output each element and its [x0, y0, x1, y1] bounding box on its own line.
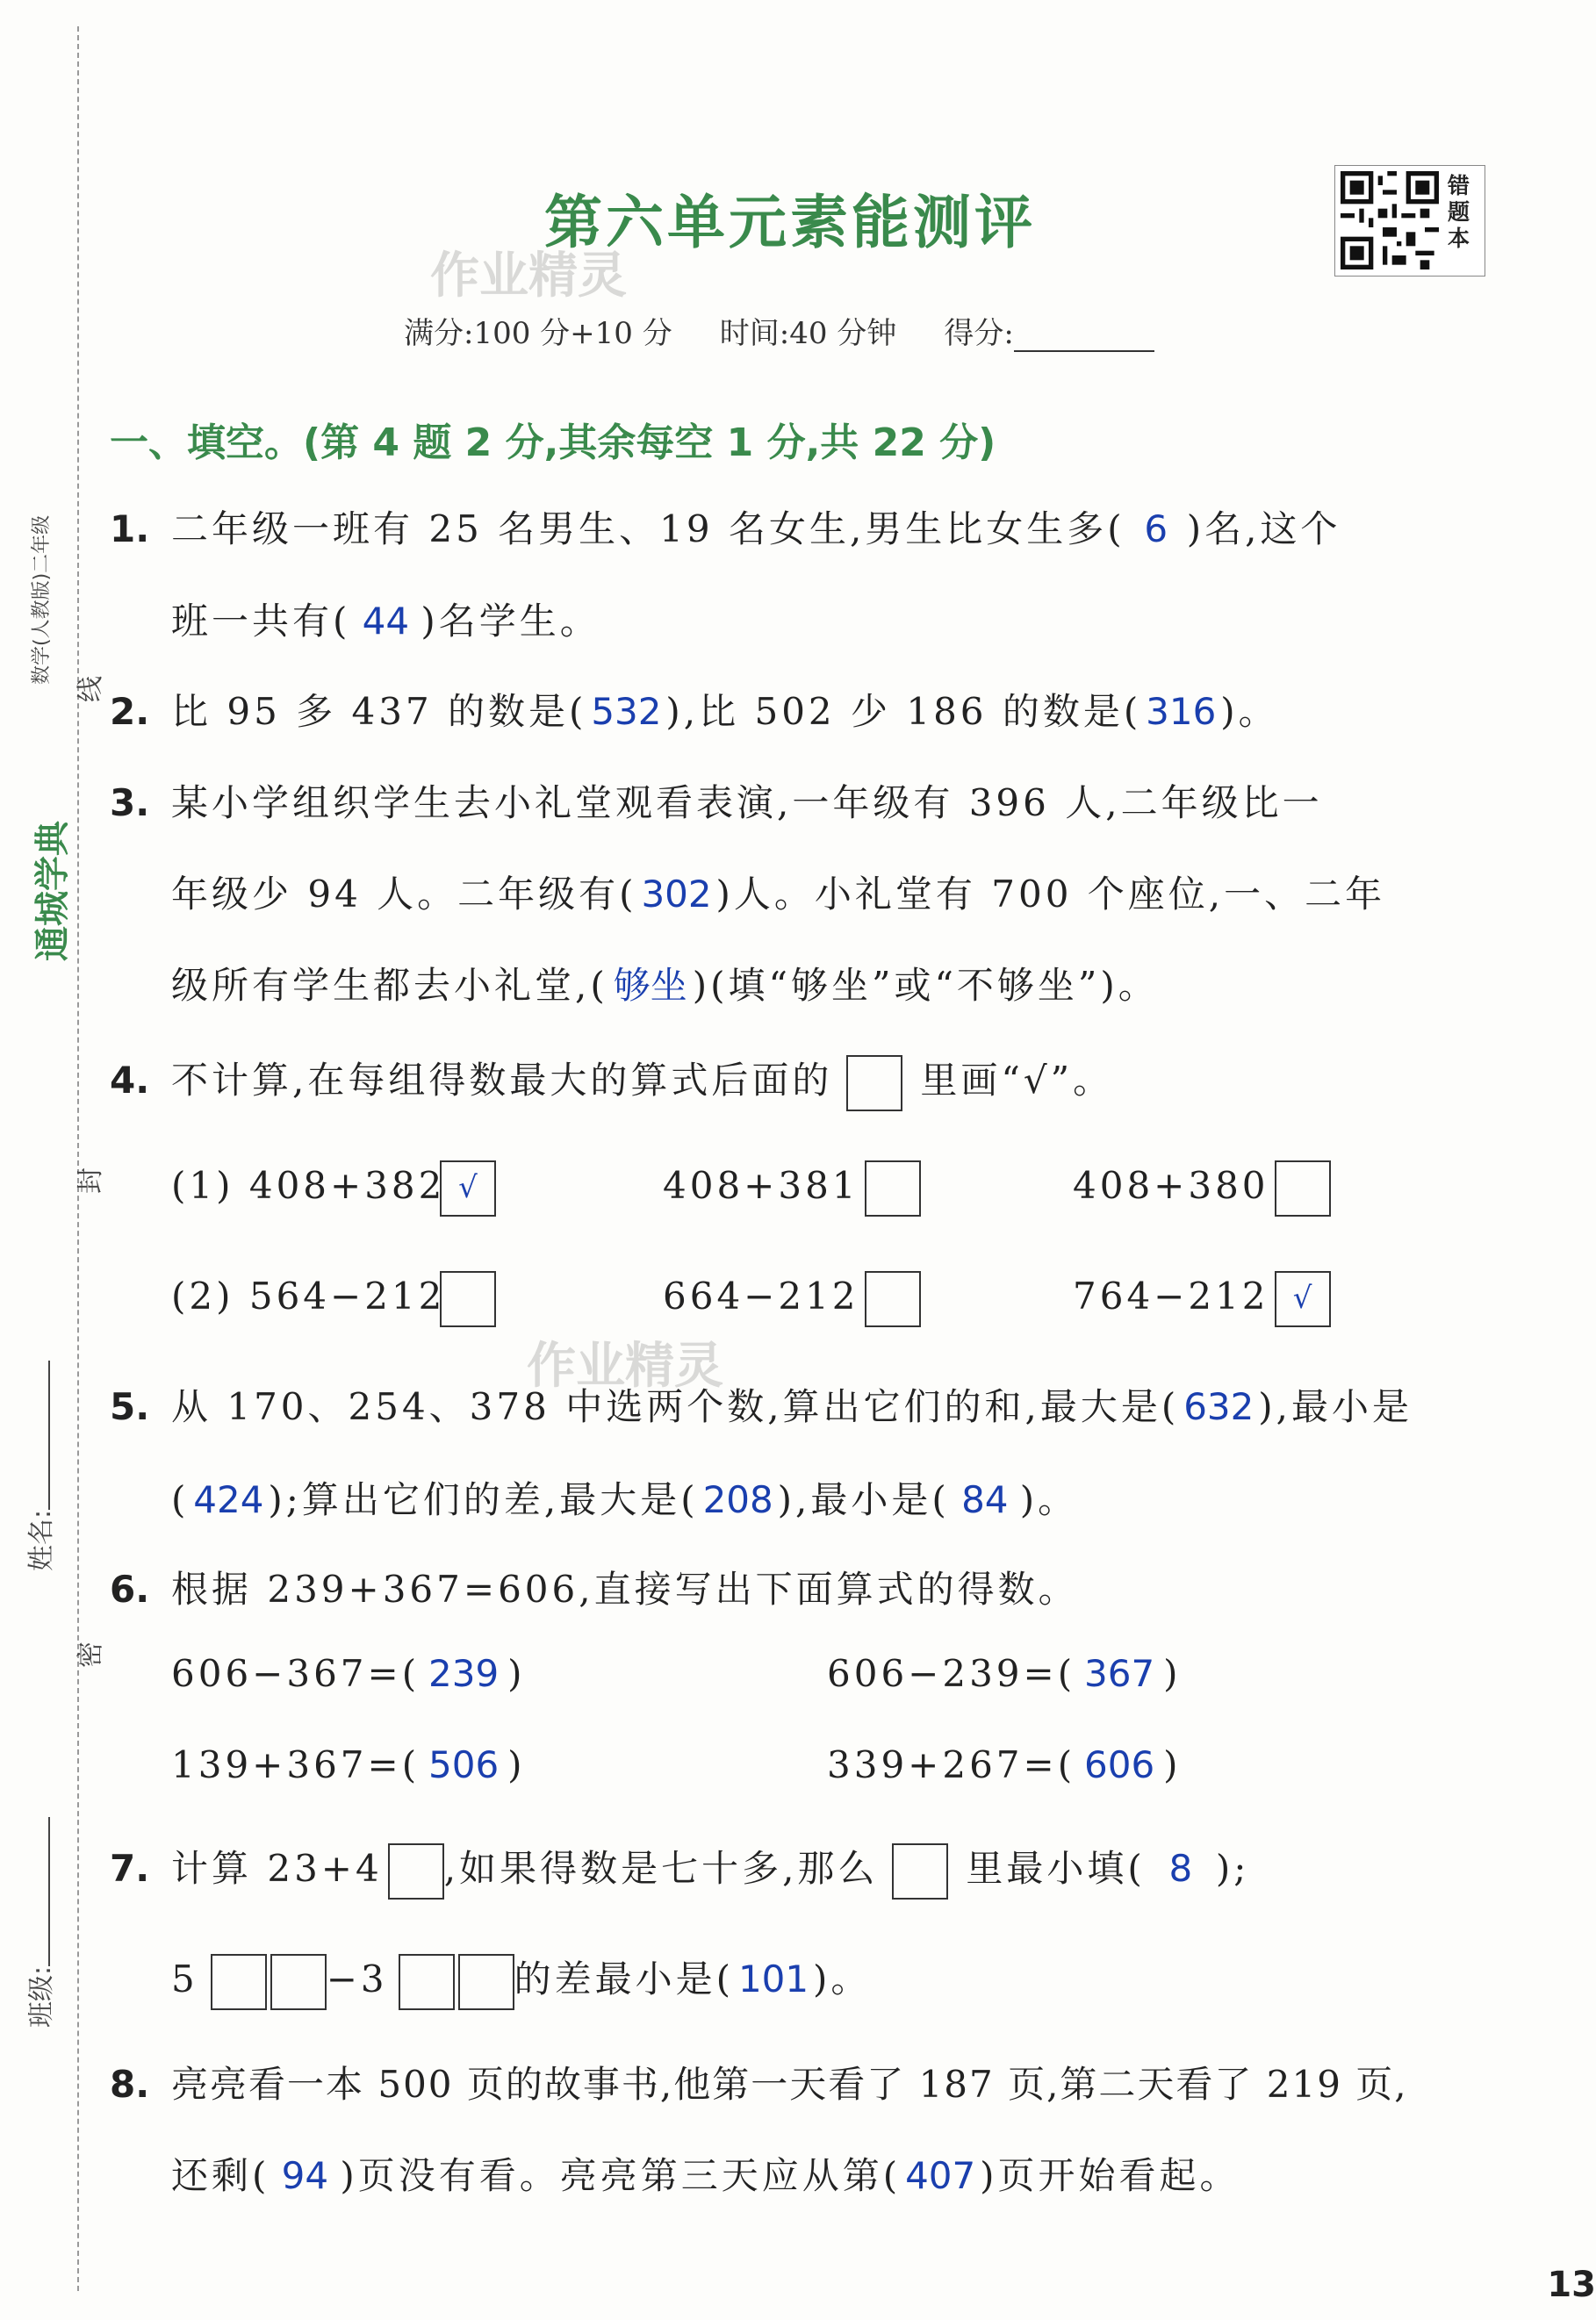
q4-number: 4.: [110, 1059, 150, 1102]
q4-row2-expr2: 664−212: [663, 1271, 921, 1327]
q4-row1: (1) 408+382 √: [171, 1160, 496, 1217]
q6-result4[interactable]: 606: [1084, 1743, 1155, 1786]
q3-line1: 3. 某小学组织学生去小礼堂观看表演,一年级有 396 人,二年级比一: [110, 781, 1323, 824]
q3-line2: 年级少 94 人。二年级有( 302 )人。小礼堂有 700 个座位,一、二年: [171, 873, 1386, 916]
q4-row2: (2) 564−212: [171, 1271, 496, 1327]
q4-row1-box1[interactable]: √: [440, 1160, 496, 1217]
q1-answer2[interactable]: 44: [362, 600, 410, 643]
qr-code-box[interactable]: [1334, 165, 1485, 277]
q8-answer2[interactable]: 407: [905, 2154, 976, 2197]
binding-dashed-line: [77, 26, 79, 2291]
q5-answer2[interactable]: 424: [193, 1478, 264, 1521]
q2-line: 2. 比 95 多 437 的数是( 532 ),比 502 少 186 的数是( 316 )。: [110, 690, 1279, 733]
page-number: 13: [1547, 2265, 1596, 2305]
q1-line2: 班一共有( 44 )名学生。: [171, 600, 600, 643]
q6-line: 6. 根据 239+367=606,直接写出下面算式的得数。: [110, 1568, 1079, 1611]
q5-line1: 5. 从 170、254、378 中选两个数,算出它们的和,最大是( 632 ),最小是: [110, 1385, 1413, 1428]
q1-line1: 1. 二年级一班有 25 名男生、19 名女生,男生比女生多( 6 )名,这个: [110, 507, 1341, 550]
q4-row1-box3[interactable]: [1275, 1160, 1331, 1217]
score-label: 得分:: [944, 316, 1014, 351]
q7-box3[interactable]: [211, 1954, 267, 2010]
q3-answer1[interactable]: 302: [641, 873, 712, 916]
q7-box1[interactable]: [388, 1843, 444, 1900]
q6-eq1: 606−367=( 239 ): [171, 1652, 526, 1695]
q5-line2: ( 424 );算出它们的差,最大是( 208 ),最小是( 84 )。: [171, 1478, 1079, 1521]
q2-answer2[interactable]: 316: [1146, 690, 1217, 733]
q3-line3: 级所有学生都去小礼堂,( 够坐 )(填“够坐”或“不够坐”)。: [171, 957, 1159, 1009]
watermark: 作业精灵: [430, 248, 627, 305]
watermark-2: 作业精灵: [527, 1338, 723, 1395]
score-info: [404, 309, 1154, 352]
q5-answer4[interactable]: 84: [961, 1478, 1009, 1521]
q8-answer1[interactable]: 94: [281, 2154, 329, 2197]
q4-row2-box1[interactable]: [440, 1271, 496, 1327]
q8-line1: 8. 亮亮看一本 500 页的故事书,他第一天看了 187 页,第二天看了 219 页,: [110, 2063, 1408, 2106]
q3-number: 3.: [110, 781, 150, 824]
q7-answer2[interactable]: 101: [737, 1957, 809, 2000]
q6-result3[interactable]: 506: [428, 1743, 500, 1786]
q4-example-box: [846, 1055, 902, 1111]
page-title: 第六单元素能测评: [544, 188, 1036, 256]
q4-row1-expr2: 408+381: [663, 1160, 921, 1217]
score-blank[interactable]: [1014, 324, 1154, 352]
q4-row2-box3[interactable]: √: [1275, 1271, 1331, 1327]
class-field: 班级:: [19, 1817, 58, 2028]
q5-answer3[interactable]: 208: [702, 1478, 773, 1521]
q6-eq2: 606−239=( 367 ): [827, 1652, 1182, 1695]
q4-row2-box2[interactable]: [865, 1271, 921, 1327]
cut-line-label: 线: [75, 676, 106, 702]
q8-number: 8.: [110, 2063, 150, 2106]
q5-number: 5.: [110, 1385, 150, 1428]
q2-number: 2.: [110, 690, 150, 733]
q7-line1: 7. 计算 23+4 ,如果得数是七十多,那么 里最小填( 8 );: [110, 1840, 1249, 1900]
q7-answer1[interactable]: 8: [1168, 1847, 1193, 1890]
full-score: 满分:100 分+10 分: [404, 316, 672, 351]
q4-row1-box2[interactable]: [865, 1160, 921, 1217]
q8-line2: 还剩( 94 )页没有看。亮亮第三天应从第( 407 )页开始看起。: [171, 2154, 1240, 2197]
qr-code-icon: [1341, 171, 1439, 269]
q7-line2: 5 −3 的差最小是( 101 )。: [171, 1950, 871, 2010]
qr-label: 错题本: [1448, 173, 1470, 251]
q6-result1[interactable]: 239: [428, 1652, 500, 1695]
q6-result2[interactable]: 367: [1084, 1652, 1155, 1695]
q1-number: 1.: [110, 507, 150, 550]
grade-vertical: 数学(人教版)二年级: [31, 514, 53, 685]
seal2-label: 密: [75, 1641, 106, 1668]
time-limit: 时间:40 分钟: [719, 316, 897, 351]
q2-answer1[interactable]: 532: [591, 690, 662, 733]
q6-eq4: 339+267=( 606 ): [827, 1743, 1182, 1786]
q6-number: 6.: [110, 1568, 150, 1611]
q4-row1-expr3: 408+380: [1073, 1160, 1331, 1217]
q4-row2-expr3: 764−212 √: [1073, 1271, 1331, 1327]
q1-answer1[interactable]: 6: [1144, 507, 1168, 550]
section-heading: 一、填空。(第 4 题 2 分,其余每空 1 分,共 22 分): [110, 420, 996, 465]
q7-box4[interactable]: [270, 1954, 327, 2010]
q7-number: 7.: [110, 1847, 150, 1890]
seal-label: 封: [75, 1167, 106, 1194]
q3-answer2[interactable]: 够坐: [613, 964, 687, 1007]
q4-line: 4. 不计算,在每组得数最大的算式后面的 里画“√”。: [110, 1052, 1113, 1111]
q7-box6[interactable]: [458, 1954, 514, 2010]
q5-answer1[interactable]: 632: [1183, 1385, 1255, 1428]
name-field: 姓名:: [19, 1361, 58, 1571]
q7-box2[interactable]: [892, 1843, 948, 1900]
q6-eq3: 139+367=( 506 ): [171, 1743, 526, 1786]
q7-box5[interactable]: [399, 1954, 455, 2010]
brand-vertical: 通城学典: [32, 821, 73, 961]
